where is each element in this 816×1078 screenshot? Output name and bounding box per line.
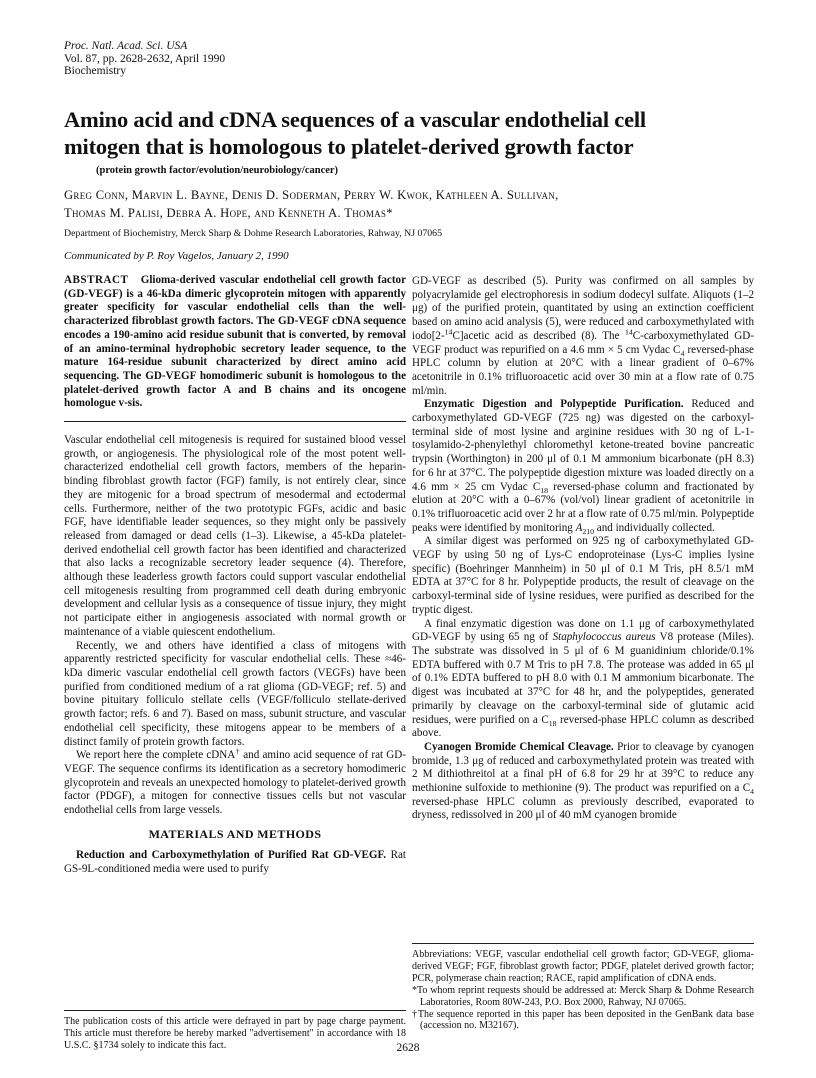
authors-line-2: Thomas M. Palisi, Debra A. Hope, and Kenneth A. Thomas* (64, 206, 393, 220)
affiliation: Department of Biochemistry, Merck Sharp & Dohme Research Laboratories, Rahway, NJ 07065 (64, 228, 442, 239)
enzymatic-paragraph (412, 398, 754, 535)
author-list (64, 186, 764, 222)
dagger-mark: † (235, 746, 241, 756)
v8-text-3: reversed-phase HPLC column as described above. (412, 713, 754, 740)
footnote-divider (64, 1010, 406, 1011)
enzymatic-text-3: and individually collected. (594, 521, 715, 534)
purification-paragraph (412, 275, 754, 398)
cnbr-text-2: reversed-phase HPLC column as previously described, evaporated to dryness, redissolved in 200 μl of 40 mM cyanogen bromide (412, 795, 754, 822)
absorbance-subscript: 210 (582, 526, 595, 536)
communicated-by: Communicated by P. Roy Vagelos, January 2, 1990 (64, 250, 289, 262)
reduction-heading: Reduction and Carboxymethylation of Purified Rat GD-VEGF. (76, 849, 387, 862)
journal-volume: Vol. 87, pp. 2628-2632, April 1990 (64, 52, 226, 65)
materials-methods-heading: MATERIALS AND METHODS (148, 826, 322, 841)
lysc-paragraph: A similar digest was performed on 925 ng of carboxymethylated GD-VEGF by using 50 ng of Lys-C endoproteinase (Lys-C implies lysine specific) (Boehringer Mannheim) in 50 μl of 0.1 M Tris, pH 8.5/1 mM EDTA at 37°C for 8 hr. Polypeptide products, the result of cleavage on the carboxyl-terminal side of lysine residues, were purified as described for the tryptic digest. (412, 535, 754, 616)
cost-footnote-text: The publication costs of this article were defrayed in part by page charge payment. This article must therefore be hereby marked "advertisement" in accordance with 18 U.S.C. §1734 solely to indicate this fact. (64, 1016, 406, 1051)
v8-text-2: V8 protease (Miles). The substrate was dissolved in 5 μl of 6 M guanidinium chloride/0.1% EDTA buffered with 0.7 M Tris to pH 7.8. The protease was added in 65 μl of 0.1% EDTA buffered to pH 8.0 with 0.1 M ammonium bicarbonate. The digest was incubated at 37°C for 48 hr, and the polypeptides, generated primarily by cleavage on the carboxyl-terminal side of glutamic acid residues, were purified on a C (412, 631, 754, 726)
cnbr-paragraph (412, 741, 754, 823)
purification-text-2: C]acetic acid as described (8). The (452, 329, 625, 342)
intro-p3-start: We report here the complete cDNA (76, 749, 236, 762)
title-line-2: mitogen that is homologous to platelet-derived growth factor (64, 134, 634, 159)
abstract-divider (64, 421, 406, 422)
abstract-label: ABSTRACT (64, 274, 129, 286)
isotope-superscript-2: 14 (624, 327, 633, 337)
intro-p3-rest: and amino acid sequence of rat GD-VEGF. The sequence confirms its identification as a secretory homodimeric glycoprotein and reveals an unexpected homology to platelet-derived growth factor (PDGF), a mitogen for connective tissues cells but not vascular endothelial cells from large vessels. (64, 749, 406, 817)
enzymatic-text-1: Reduced and carboxymethylated GD-VEGF (725 ng) was digested on the carboxyl-terminal side of most lysine and arginine residues with 30 ng of L-1-tosylamido-2-phenylethyl chloromethyl ketone-treated bovine pancreatic trypsin (Worthington) in 200 μl of 0.1 M ammonium bicarbonate (pH 8.3) for 6 hr at 37°C. The polypeptide digestion mixture was loaded directly on a 4.6 mm × 25 cm Vydac C (412, 398, 754, 493)
footnotes-divider (412, 943, 754, 944)
intro-paragraph-3 (64, 746, 406, 818)
footnotes (412, 943, 754, 1032)
authors-line-1: Greg Conn, Marvin L. Bayne, Denis D. Soderman, Perry W. Kwok, Kathleen A. Sullivan, (64, 188, 559, 202)
left-column (64, 274, 406, 877)
v8-subscript: 18 (548, 718, 557, 728)
abstract (64, 274, 406, 411)
reduction-text: Rat GS-9L-conditioned media were used to purify (64, 849, 406, 876)
keywords: (protein growth factor/evolution/neurobiology/cancer) (96, 165, 339, 176)
enzymatic-text-2: reversed-phase column and fractionated by elution at 20°C with a 0–67% (vol/vol) linear gradient of acetonitrile in 0.1% trifluoroacetic acid over 2 hr at a flow rate of 0.75 ml/min. Polypeptide peaks were identified by monitoring (412, 480, 754, 534)
enzymatic-heading: Enzymatic Digestion and Polypeptide Purification. (424, 398, 684, 411)
purification-text-1: GD-VEGF as described (5). Purity was confirmed on all samples by polyacrylamide gel electrophoresis in sodium dodecyl sulfate. Aliquots (1–2 μg) of the purified protein, quantitated by using an extinction coefficient based on amino acid analysis (5), were reduced and carboxymethylated with iodo[2- (412, 275, 754, 342)
purification-text-4: reversed-phase HPLC column by elution at 20°C with a linear gradient of 0–67% acetonitrile in 0.1% trifluoroacetic acid over 30 min at a flow rate of 0.75 ml/min. (412, 343, 754, 397)
column-subscript: 4 (680, 348, 685, 358)
v8-paragraph (412, 618, 754, 741)
intro-paragraph-2: Recently, we and others have identified a class of mitogens with apparently restricted specificity for vascular endothelial cells. These ≈46-kDa dimeric vascular endothelial cell growth factors (VEGFs) have been purified from conditioned medium of a rat glioma (GD-VEGF; ref. 5) and bovine pituitary folliculo stellate cells (VEGF/folliculo stellate-derived growth factor; refs. 6 and 7). Based on mass, subunit structure, and vascular endothelial cell specificity, these mitogens appear to be members of a distinct family of protein growth factors. (64, 639, 406, 748)
journal-name: Proc. Natl. Acad. Sci. USA (64, 40, 188, 52)
journal-section: Biochemistry (64, 65, 126, 78)
enzymatic-subscript: 18 (540, 485, 549, 495)
journal-header (64, 40, 225, 78)
cnbr-text-1: Prior to cleavage by cyanogen bromide, 1.3 μg of reduced and carboxymethylated protein was treated with 2 M dithiothreitol at a final pH of 6.8 for 29 hr at 39°C to reduce any methionine sulfoxide to methionine (9). The product was repurified on a C (412, 740, 754, 795)
abbreviations-footnote: Abbreviations: VEGF, vascular endothelial cell growth factor; GD-VEGF, glioma-derived VEGF; FGF, fibroblast growth factor; PDGF, platelet derived growth factor; PCR, polymerase chain reaction; RACE, rapid amplification of cDNA ends. (412, 949, 754, 984)
cnbr-heading: Cyanogen Bromide Chemical Cleavage. (424, 740, 614, 753)
title-line-1: Amino acid and cDNA sequences of a vascular endothelial cell (64, 107, 646, 132)
abstract-text: Glioma-derived vascular endothelial cell growth factor (GD-VEGF) is a 46-kDa dimeric glycoprotein mitogen with apparently greater specificity for vascular endothelial cells than the well-characterized fibroblast growth factors. The GD-VEGF cDNA sequence encodes a 190-amino acid residue subunit that is converted, by removal of an amino-terminal hydrophobic secretory leader sequence, to the mature 164-residue subunit characterized by direct amino acid sequencing. The GD-VEGF homodimeric subunit is homologous to the platelet-derived growth factor A and B chains and its oncogene homologue v-sis. (64, 274, 407, 410)
article-title (64, 106, 754, 160)
reduction-paragraph (64, 849, 406, 876)
v8-text-1: A final enzymatic digestion was done on 1.1 μg of carboxymethylated GD-VEGF by using 65 ng of (412, 617, 754, 644)
intro-paragraph-1: Vascular endothelial cell mitogenesis is required for sustained blood vessel growth, or angiogenesis. The physiological role of the most potent well-characterized endothelial cell growth factors, members of the heparin-binding fibroblast growth factor (FGF) family, is not entirely clear, since they are mitogenic for a broad spectrum of mesodermal and ectodermal cells. Furthermore, neither of the two prototypic FGFs, acidic and basic FGF, have identifiable leader sequences, so they might only be passively released from damaged or dead cells (1–3). Likewise, a 45-kDa platelet-derived endothelial cell growth factor has been identified and characterized that also lacks a recognizable secretory leader sequence (4). Therefore, although these leaderless growth factors could support vascular endothelial cell mitogenesis resulting from programmed cell death during embryonic development and cellular lysis as a consequence of tissue injury, they might not participate either in angiogenesis associated with normal growth or maintenance of a viable quiescent endothelium. (64, 434, 406, 638)
absorbance-symbol: A (575, 521, 583, 534)
page-number: 2628 (396, 1042, 420, 1054)
reprint-footnote: *To whom reprint requests should be addressed at: Merck Sharp & Dohme Research Laboratories, Room 80W-243, P.O. Box 2000, Rahway, NJ 07065. (412, 984, 754, 1008)
v8-species: Staphylococcus aureus (552, 631, 656, 644)
genbank-footnote: †The sequence reported in this paper has been deposited in the GenBank data base (accession no. M32167). (412, 1008, 754, 1032)
purification-text-3: C-carboxymethylated GD-VEGF product was repurified on a 4.6 mm × 5 cm Vydac C (412, 329, 754, 356)
cnbr-subscript: 4 (750, 787, 754, 797)
isotope-superscript-1: 14 (444, 327, 453, 337)
right-column (412, 275, 754, 823)
